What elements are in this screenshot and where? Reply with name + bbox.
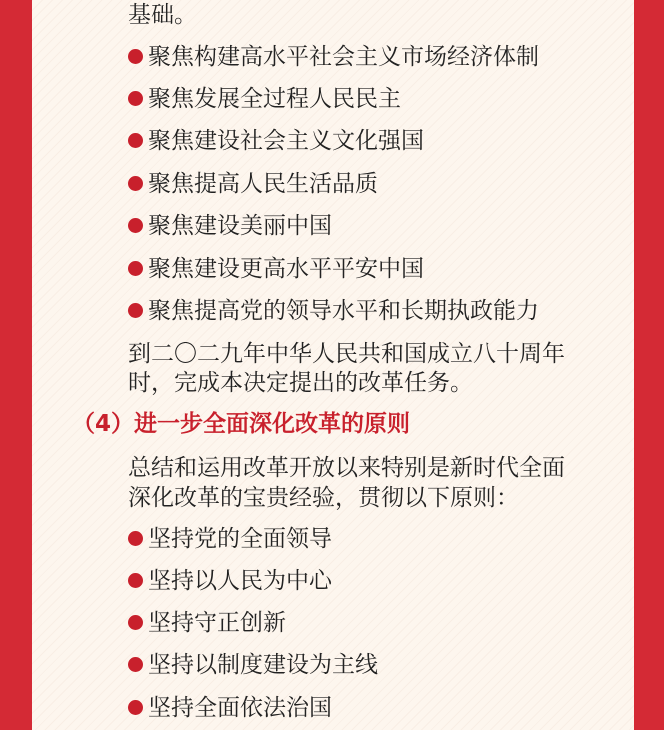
list-item: 坚持全面依法治国: [128, 694, 332, 722]
list-item: 坚持党的全面领导: [128, 525, 332, 553]
principle-intro-line-1: 总结和运用改革开放以来特别是新时代全面: [128, 455, 565, 481]
list-item: 聚焦构建高水平社会主义市场经济体制: [128, 43, 539, 71]
list-item: 坚持以人民为中心: [128, 567, 332, 595]
bullet-dot-icon: [128, 531, 143, 546]
bullet-dot-icon: [128, 657, 143, 672]
bullet-dot-icon: [128, 261, 143, 276]
section-4-heading: （4）进一步全面深化改革的原则: [72, 411, 411, 437]
bullet-dot-icon: [128, 303, 143, 318]
list-item: 坚持以制度建设为主线: [128, 651, 378, 679]
bullet-dot-icon: [128, 91, 143, 106]
bullet-dot-icon: [128, 615, 143, 630]
list-item: 坚持守正创新: [128, 609, 286, 637]
target-paragraph-line-1: 到二〇二九年中华人民共和国成立八十周年: [128, 341, 565, 367]
bullet-dot-icon: [128, 218, 143, 233]
bullet-dot-icon: [128, 700, 143, 715]
list-item: 聚焦提高党的领导水平和长期执政能力: [128, 297, 539, 325]
intro-tail-text: 基础。: [128, 2, 197, 28]
principle-intro-line-2: 深化改革的宝贵经验，贯彻以下原则：: [128, 485, 519, 511]
target-paragraph-line-2: 时，完成本决定提出的改革任务。: [128, 370, 473, 396]
bullet-dot-icon: [128, 49, 143, 64]
list-item: 聚焦建设更高水平平安中国: [128, 255, 424, 283]
bullet-dot-icon: [128, 573, 143, 588]
list-item: 聚焦发展全过程人民民主: [128, 85, 401, 113]
list-item: 聚焦建设美丽中国: [128, 212, 332, 240]
bullet-dot-icon: [128, 176, 143, 191]
list-item: 聚焦建设社会主义文化强国: [128, 127, 424, 155]
list-item: 聚焦提高人民生活品质: [128, 170, 378, 198]
bullet-dot-icon: [128, 133, 143, 148]
